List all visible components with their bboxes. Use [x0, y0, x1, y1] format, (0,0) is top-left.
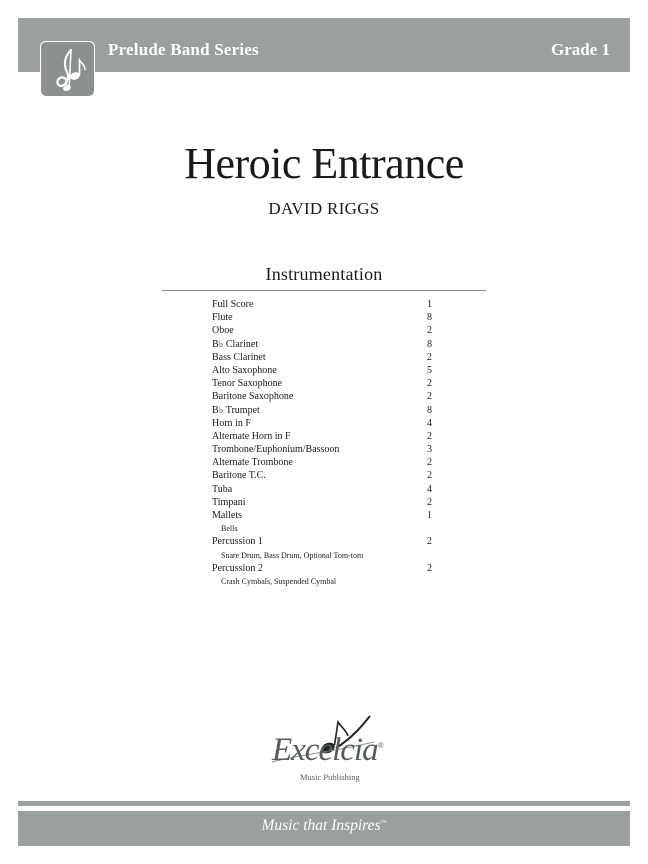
instrument-name: B♭ Trumpet — [212, 404, 260, 416]
instrument-name: Alternate Horn in F — [212, 430, 291, 442]
composer-name: DAVID RIGGS — [268, 199, 380, 218]
instrumentation-heading: Instrumentation — [265, 264, 383, 284]
instrument-row — [212, 338, 442, 351]
instrument-name: Tuba — [212, 483, 233, 495]
instrument-name: Timpani — [212, 496, 246, 508]
instrument-quantity: 1 — [427, 510, 432, 521]
instrument-quantity: 5 — [427, 364, 432, 376]
footer-rule — [18, 801, 630, 806]
instrument-quantity: 1 — [427, 299, 432, 310]
instrument-quantity: 8 — [427, 312, 432, 324]
instrument-row — [212, 364, 442, 377]
instrument-detail: Crash Cymbals, Suspended Cymbal — [221, 576, 337, 586]
footer-tagline: Music that Inspires™ — [261, 817, 387, 834]
instrument-name: Horn in F — [212, 417, 251, 429]
instrument-row — [212, 351, 442, 364]
instrument-row — [212, 324, 442, 337]
instrument-name: Full Score — [212, 299, 254, 310]
instrument-quantity: 2 — [427, 430, 432, 442]
publisher-subtitle: Music Publishing — [300, 772, 360, 782]
instrumentation-list — [212, 298, 442, 588]
instrument-row — [212, 404, 442, 417]
instrument-name: Alto Saxophone — [212, 364, 277, 376]
instrument-quantity: 2 — [427, 496, 432, 508]
instrument-quantity: 3 — [427, 444, 432, 456]
instrument-row — [212, 443, 442, 456]
instrument-detail: Snare Drum, Bass Drum, Optional Tom-tom — [221, 550, 364, 560]
instrument-row — [212, 456, 442, 469]
instrument-row — [212, 535, 442, 548]
publisher-name: Excelcia® — [272, 732, 383, 768]
instrument-quantity: 2 — [427, 536, 432, 548]
instrument-row — [212, 496, 442, 509]
instrument-quantity: 2 — [427, 378, 432, 390]
instrument-name: Alternate Trombone — [212, 457, 293, 469]
instrument-name: Baritone T.C. — [212, 470, 266, 482]
instrument-row — [212, 298, 442, 311]
instrument-quantity: 2 — [427, 351, 432, 363]
instrument-quantity: 8 — [427, 404, 432, 416]
registered-mark: ® — [377, 741, 383, 750]
instrument-quantity: 2 — [427, 470, 432, 482]
instrument-name: B♭ Clarinet — [212, 338, 259, 350]
instrument-row — [212, 562, 442, 575]
instrument-row — [212, 417, 442, 430]
instrument-quantity: 4 — [427, 483, 432, 495]
instrument-name: Trombone/Euphonium/Bassoon — [212, 444, 340, 456]
instrument-name: Percussion 1 — [212, 536, 263, 548]
instrumentation-divider — [162, 290, 486, 291]
trademark-mark: ™ — [380, 819, 387, 826]
instrument-subrow — [212, 549, 442, 562]
series-title: Prelude Band Series — [108, 40, 259, 59]
instrument-row — [212, 377, 442, 390]
instrument-detail: Bells — [221, 524, 238, 534]
instrument-row — [212, 311, 442, 324]
instrument-name: Bass Clarinet — [212, 351, 266, 363]
instrument-row — [212, 509, 442, 522]
instrument-row — [212, 430, 442, 443]
instrument-quantity: 8 — [427, 338, 432, 350]
instrument-quantity: 2 — [427, 562, 432, 574]
instrument-row — [212, 469, 442, 482]
instrument-name: Tenor Saxophone — [212, 378, 283, 390]
grade-label: Grade 1 — [550, 40, 610, 59]
instrument-row — [212, 483, 442, 496]
instrument-subrow — [212, 522, 442, 535]
instrument-name: Percussion 2 — [212, 562, 263, 574]
instrument-subrow — [212, 575, 442, 588]
piece-title: Heroic Entrance — [184, 139, 464, 188]
instrument-name: Baritone Saxophone — [212, 391, 294, 403]
instrument-quantity: 2 — [427, 391, 432, 403]
instrument-row — [212, 390, 442, 403]
instrument-quantity: 2 — [427, 457, 432, 469]
instrument-name: Mallets — [212, 510, 242, 521]
instrument-name: Flute — [212, 312, 233, 324]
series-logo — [40, 41, 95, 97]
instrument-name: Oboe — [212, 325, 234, 337]
instrument-quantity: 4 — [427, 417, 432, 429]
instrument-quantity: 2 — [427, 325, 432, 337]
treble-clef-note-icon — [41, 42, 96, 98]
